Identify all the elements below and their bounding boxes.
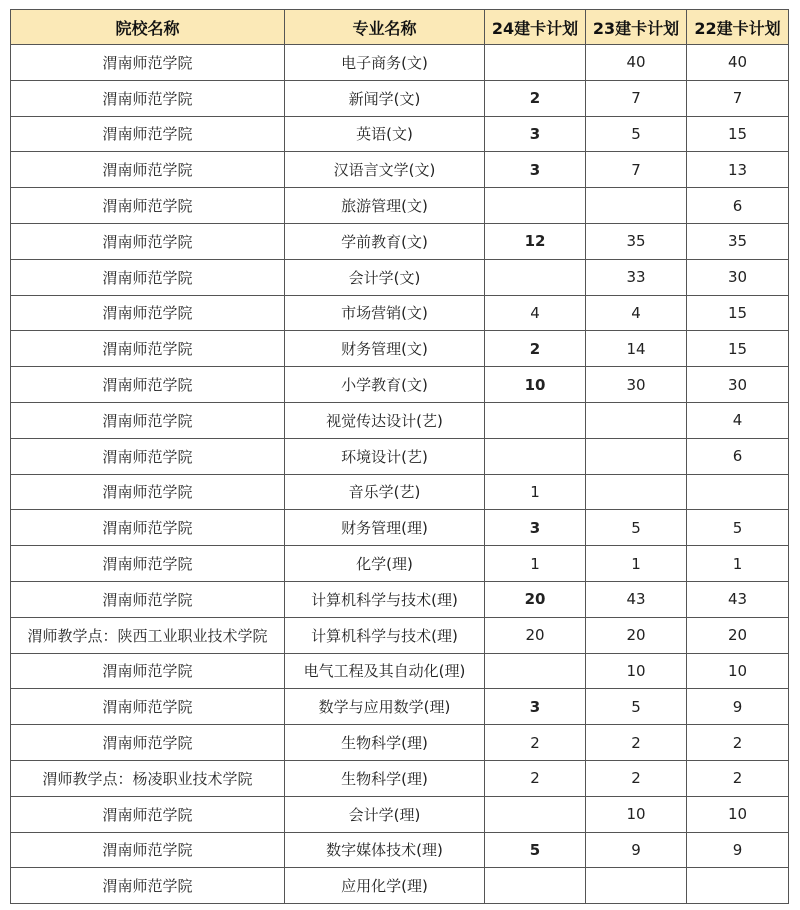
- header-major: 专业名称: [285, 10, 485, 45]
- plan-23-cell: 10: [586, 653, 687, 689]
- plan-23-cell: [586, 402, 687, 438]
- major-cell: 电气工程及其自动化(理): [285, 653, 485, 689]
- table-row: [11, 760, 789, 796]
- plan-23-cell: 9: [586, 832, 687, 868]
- plan-22-cell: 13: [687, 152, 789, 188]
- table-row: [11, 188, 789, 224]
- table-row: [11, 402, 789, 438]
- header-plan-23: 23建卡计划: [586, 10, 687, 45]
- plan-22-cell: 4: [687, 402, 789, 438]
- major-cell: 计算机科学与技术(理): [285, 581, 485, 617]
- enrollment-plan-table: [10, 9, 789, 904]
- school-cell: 渭南师范学院: [11, 116, 285, 152]
- plan-22-cell: 15: [687, 331, 789, 367]
- plan-22-cell: 35: [687, 223, 789, 259]
- plan-22-cell: 5: [687, 510, 789, 546]
- plan-23-cell: 14: [586, 331, 687, 367]
- plan-24-cell: [485, 402, 586, 438]
- plan-24-cell: 3: [485, 152, 586, 188]
- plan-24-cell: [485, 653, 586, 689]
- school-cell: 渭南师范学院: [11, 331, 285, 367]
- plan-23-cell: 2: [586, 725, 687, 761]
- plan-22-cell: 2: [687, 725, 789, 761]
- plan-23-cell: 7: [586, 80, 687, 116]
- plan-23-cell: 1: [586, 546, 687, 582]
- table-row: [11, 116, 789, 152]
- plan-24-cell: 5: [485, 832, 586, 868]
- plan-23-cell: 5: [586, 116, 687, 152]
- table-row: [11, 689, 789, 725]
- plan-23-cell: 35: [586, 223, 687, 259]
- school-cell: 渭师教学点：杨凌职业技术学院: [11, 760, 285, 796]
- plan-24-cell: [485, 188, 586, 224]
- school-cell: 渭南师范学院: [11, 45, 285, 81]
- plan-24-cell: 2: [485, 331, 586, 367]
- table-row: [11, 474, 789, 510]
- school-cell: 渭南师范学院: [11, 832, 285, 868]
- plan-23-cell: 7: [586, 152, 687, 188]
- major-cell: 汉语言文学(文): [285, 152, 485, 188]
- school-cell: 渭南师范学院: [11, 725, 285, 761]
- table-row: [11, 832, 789, 868]
- table-row: [11, 259, 789, 295]
- table-row: [11, 331, 789, 367]
- school-cell: 渭南师范学院: [11, 259, 285, 295]
- plan-24-cell: 3: [485, 689, 586, 725]
- table-row: [11, 438, 789, 474]
- table-row: [11, 152, 789, 188]
- plan-23-cell: 43: [586, 581, 687, 617]
- plan-23-cell: 2: [586, 760, 687, 796]
- plan-24-cell: 10: [485, 367, 586, 403]
- school-cell: 渭南师范学院: [11, 367, 285, 403]
- plan-23-cell: 33: [586, 259, 687, 295]
- table-row: [11, 653, 789, 689]
- school-cell: 渭南师范学院: [11, 438, 285, 474]
- table-body: [11, 45, 789, 904]
- table-header: [11, 10, 789, 45]
- school-cell: 渭南师范学院: [11, 474, 285, 510]
- header-plan-22: 22建卡计划: [687, 10, 789, 45]
- school-cell: 渭南师范学院: [11, 546, 285, 582]
- table-row: [11, 796, 789, 832]
- school-cell: 渭南师范学院: [11, 796, 285, 832]
- plan-24-cell: [485, 868, 586, 904]
- school-cell: 渭南师范学院: [11, 295, 285, 331]
- table-row: [11, 510, 789, 546]
- plan-24-cell: 2: [485, 80, 586, 116]
- major-cell: 数学与应用数学(理): [285, 689, 485, 725]
- major-cell: 视觉传达设计(艺): [285, 402, 485, 438]
- plan-23-cell: 20: [586, 617, 687, 653]
- school-cell: 渭南师范学院: [11, 689, 285, 725]
- plan-24-cell: 3: [485, 510, 586, 546]
- major-cell: 小学教育(文): [285, 367, 485, 403]
- major-cell: 生物科学(理): [285, 760, 485, 796]
- plan-24-cell: [485, 438, 586, 474]
- plan-23-cell: 10: [586, 796, 687, 832]
- plan-22-cell: 15: [687, 295, 789, 331]
- plan-24-cell: 12: [485, 223, 586, 259]
- plan-24-cell: 2: [485, 760, 586, 796]
- plan-22-cell: 6: [687, 438, 789, 474]
- plan-22-cell: 40: [687, 45, 789, 81]
- plan-22-cell: 30: [687, 259, 789, 295]
- table-row: [11, 868, 789, 904]
- table-row: [11, 617, 789, 653]
- plan-24-cell: 4: [485, 295, 586, 331]
- school-cell: 渭南师范学院: [11, 581, 285, 617]
- major-cell: 学前教育(文): [285, 223, 485, 259]
- plan-22-cell: 1: [687, 546, 789, 582]
- plan-24-cell: [485, 259, 586, 295]
- school-cell: 渭南师范学院: [11, 223, 285, 259]
- plan-23-cell: [586, 474, 687, 510]
- plan-22-cell: 30: [687, 367, 789, 403]
- major-cell: 应用化学(理): [285, 868, 485, 904]
- plan-22-cell: 2: [687, 760, 789, 796]
- major-cell: 音乐学(艺): [285, 474, 485, 510]
- major-cell: 旅游管理(文): [285, 188, 485, 224]
- plan-22-cell: 7: [687, 80, 789, 116]
- school-cell: 渭南师范学院: [11, 402, 285, 438]
- plan-23-cell: 40: [586, 45, 687, 81]
- plan-24-cell: 1: [485, 546, 586, 582]
- header-row: [11, 10, 789, 45]
- plan-22-cell: [687, 474, 789, 510]
- major-cell: 计算机科学与技术(理): [285, 617, 485, 653]
- school-cell: 渭南师范学院: [11, 868, 285, 904]
- plan-22-cell: 43: [687, 581, 789, 617]
- plan-23-cell: 5: [586, 689, 687, 725]
- plan-22-cell: 15: [687, 116, 789, 152]
- major-cell: 财务管理(理): [285, 510, 485, 546]
- header-school: 院校名称: [11, 10, 285, 45]
- major-cell: 新闻学(文): [285, 80, 485, 116]
- table-row: [11, 295, 789, 331]
- major-cell: 数字媒体技术(理): [285, 832, 485, 868]
- plan-22-cell: 9: [687, 832, 789, 868]
- plan-22-cell: [687, 868, 789, 904]
- table-row: [11, 80, 789, 116]
- plan-24-cell: 1: [485, 474, 586, 510]
- plan-23-cell: 5: [586, 510, 687, 546]
- table-row: [11, 546, 789, 582]
- table-row: [11, 223, 789, 259]
- major-cell: 环境设计(艺): [285, 438, 485, 474]
- major-cell: 会计学(文): [285, 259, 485, 295]
- table-row: [11, 45, 789, 81]
- table-row: [11, 367, 789, 403]
- major-cell: 化学(理): [285, 546, 485, 582]
- plan-22-cell: 20: [687, 617, 789, 653]
- table-row: [11, 725, 789, 761]
- school-cell: 渭南师范学院: [11, 188, 285, 224]
- school-cell: 渭南师范学院: [11, 653, 285, 689]
- plan-24-cell: 2: [485, 725, 586, 761]
- plan-24-cell: 3: [485, 116, 586, 152]
- plan-24-cell: 20: [485, 581, 586, 617]
- plan-22-cell: 6: [687, 188, 789, 224]
- school-cell: 渭南师范学院: [11, 152, 285, 188]
- plan-22-cell: 10: [687, 796, 789, 832]
- school-cell: 渭南师范学院: [11, 510, 285, 546]
- plan-23-cell: 4: [586, 295, 687, 331]
- plan-24-cell: 20: [485, 617, 586, 653]
- plan-23-cell: [586, 438, 687, 474]
- plan-22-cell: 10: [687, 653, 789, 689]
- major-cell: 市场营销(文): [285, 295, 485, 331]
- table-row: [11, 581, 789, 617]
- plan-23-cell: [586, 868, 687, 904]
- plan-24-cell: [485, 796, 586, 832]
- header-plan-24: 24建卡计划: [485, 10, 586, 45]
- major-cell: 英语(文): [285, 116, 485, 152]
- plan-23-cell: 30: [586, 367, 687, 403]
- major-cell: 生物科学(理): [285, 725, 485, 761]
- major-cell: 电子商务(文): [285, 45, 485, 81]
- plan-23-cell: [586, 188, 687, 224]
- school-cell: 渭南师范学院: [11, 80, 285, 116]
- major-cell: 财务管理(文): [285, 331, 485, 367]
- major-cell: 会计学(理): [285, 796, 485, 832]
- plan-24-cell: [485, 45, 586, 81]
- plan-22-cell: 9: [687, 689, 789, 725]
- school-cell: 渭师教学点：陕西工业职业技术学院: [11, 617, 285, 653]
